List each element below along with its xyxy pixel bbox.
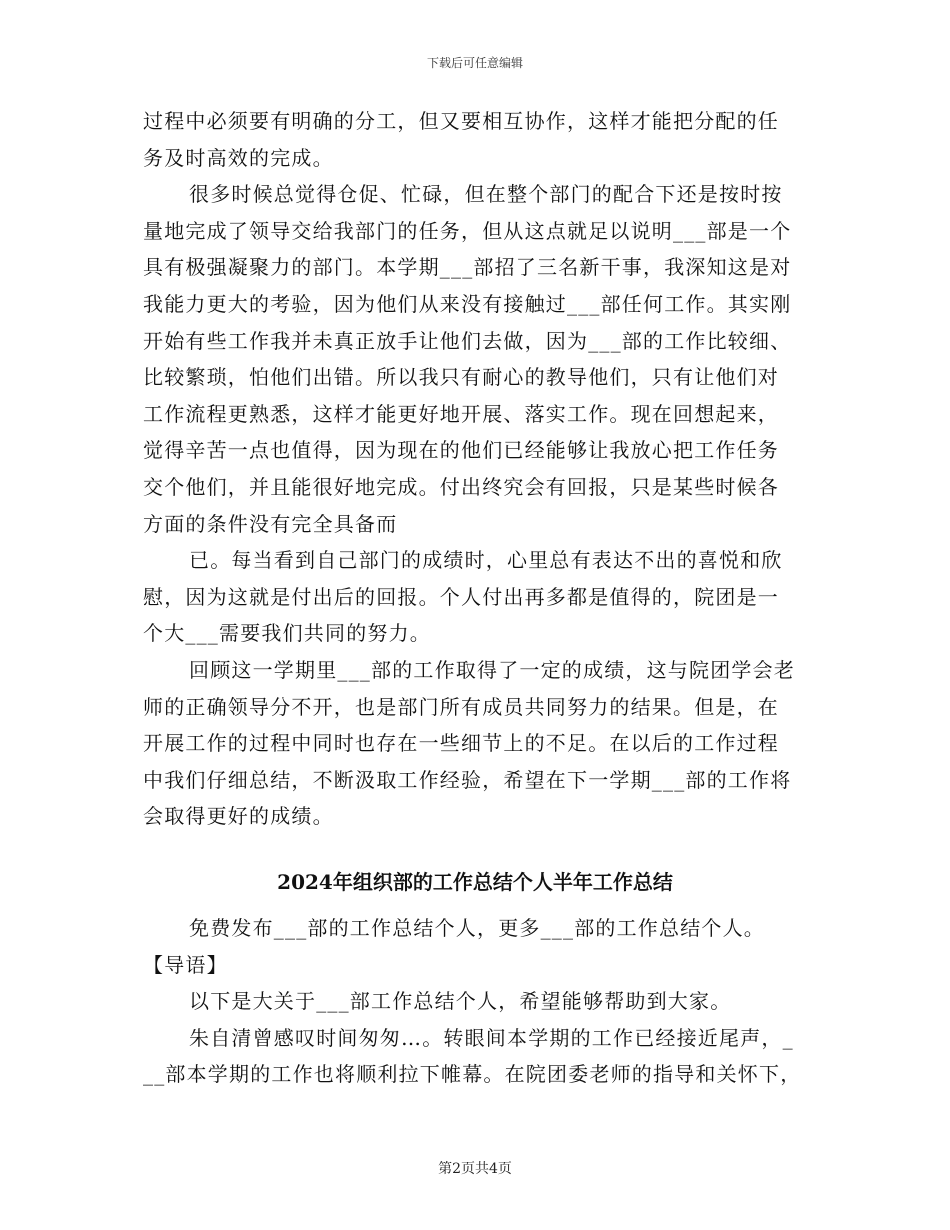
text-line: 具有极强凝聚力的部门。本学期___部招了三名新干事，我深知这是对 [143,255,792,280]
text-line: 觉得辛苦一点也值得，因为现在的他们已经能够让我放心把工作任务 [143,438,779,463]
text-line: 交个他们，并且能很好地完成。付出终究会有回报，只是某些时候各 [143,474,779,499]
text-line: 以下是大关于___部工作总结个人，希望能够帮助到大家。 [189,989,732,1014]
text-line: 开始有些工作我并未真正放手让他们去做，因为___部的工作比较细、 [143,328,792,353]
text-line: 朱自清曾感叹时间匆匆…。转眼间本学期的工作已经接近尾声，_ [189,1025,794,1050]
text-line: 个大___需要我们共同的努力。 [143,621,431,646]
page-footer: 第2页共4页 [438,1161,512,1177]
text-line: 中我们仔细总结，不断汲取工作经验，希望在下一学期___部的工作将 [143,767,792,792]
text-line: 已。每当看到自己部门的成绩时，心里总有表达不出的喜悦和欣 [189,548,783,573]
page-header: 下载后可任意编辑 [426,56,523,70]
text-line: 师的正确领导分不开，也是部门所有成员共同努力的结果。但是，在 [143,694,779,719]
text-line: 免费发布___部的工作总结个人，更多___部的工作总结个人。 [189,916,765,940]
text-line: 慰，因为这就是付出后的回报。个人付出再多都是值得的，院团是一 [143,584,779,609]
text-line: 务及时高效的完成。 [143,145,334,170]
text-line: 过程中必须要有明确的分工，但又要相互协作，这样才能把分配的任 [143,109,779,133]
text-line: 开展工作的过程中同时也存在一些细节上的不足。在以后的工作过程 [143,731,779,756]
text-line: 【导语】 [143,952,228,977]
text-line: 量地完成了领导交给我部门的任务，但从这点就足以说明___部是一个 [143,218,792,243]
text-line: 回顾这一学期里___部的工作取得了一定的成绩，这与院团学会老 [189,657,795,682]
section-title: 2024年组织部的工作总结个人半年工作总结 [277,870,673,894]
text-line: __部本学期的工作也将顺利拉下帷幕。在院团委老师的指导和关怀下， [143,1062,802,1087]
text-line: 工作流程更熟悉，这样才能更好地开展、落实工作。现在回想起来， [143,401,779,426]
text-line: 比较繁琐，怕他们出错。所以我只有耐心的教导他们，只有让他们对 [143,365,779,390]
text-line: 我能力更大的考验，因为他们从来没有接触过___部任何工作。其实刚 [143,291,792,316]
text-line: 方面的条件没有完全具备而 [143,511,398,536]
text-line: 很多时候总觉得仓促、忙碌，但在整个部门的配合下还是按时按 [189,182,783,207]
body-block-2 [143,910,823,1093]
text-line: 会取得更好的成绩。 [143,804,334,829]
body-block-1 [143,103,823,835]
